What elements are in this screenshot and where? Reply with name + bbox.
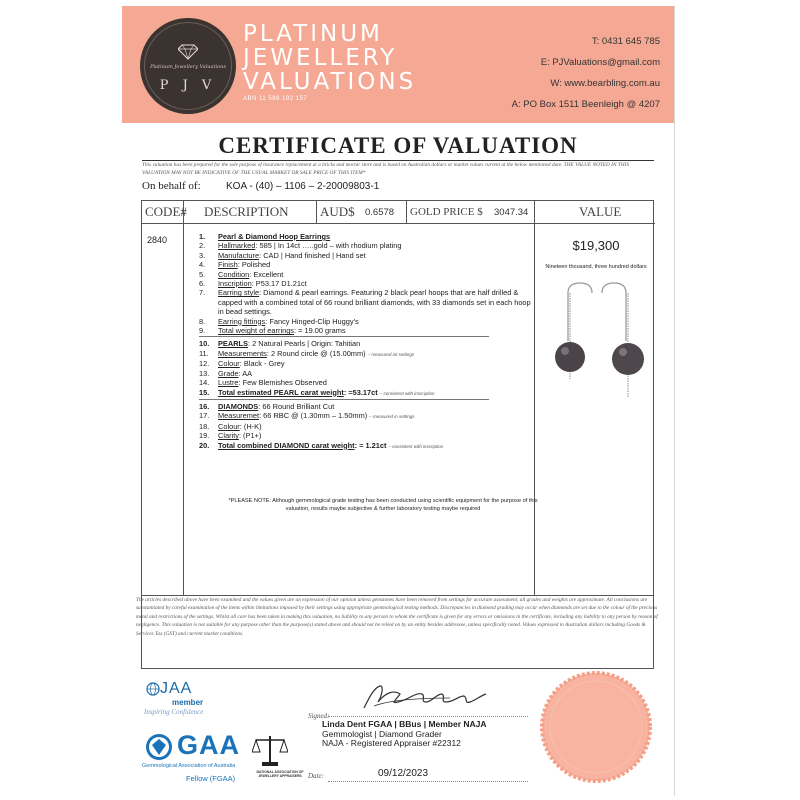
list-item [199, 359, 533, 368]
signature-image [360, 682, 490, 712]
column-divider [183, 201, 184, 595]
item-label: Total weight of earrings [218, 326, 294, 336]
item-number: 7. [199, 288, 206, 298]
item-number: 9. [199, 326, 206, 336]
item-label: Clarity [218, 431, 239, 441]
list-item [199, 369, 533, 378]
signer-naja: NAJA - Registered Appraiser #22312 [322, 738, 461, 748]
item-label: Inscription [218, 279, 252, 289]
item-text: : = 1.21ct [354, 440, 387, 450]
item-number: 13. [199, 368, 210, 378]
list-item [199, 402, 533, 411]
item-number: 3. [199, 250, 206, 260]
item-number: 5. [199, 269, 206, 279]
logo-subtitle: Platinum Jewellery Valuations [150, 64, 226, 70]
header-divider [142, 223, 655, 224]
abn-number: ABN 11 588 192 157 [243, 96, 308, 102]
item-label: Measuremet [218, 411, 260, 421]
item-label: Grade [218, 368, 239, 378]
list-item [199, 279, 533, 288]
column-divider [316, 201, 317, 223]
valuation-certificate [122, 6, 675, 796]
brand-name [243, 22, 416, 94]
item-text: : Excellent [249, 269, 284, 279]
valuation-table [141, 200, 654, 596]
item-note: – consistent with inscription [388, 443, 444, 449]
item-label: Manufacture [218, 250, 260, 260]
column-header-aud: AUD$ [320, 204, 355, 219]
signer-name: Linda Dent FGAA | BBus | Member NAJA [322, 719, 487, 729]
item-note: – measured in settings [369, 414, 415, 420]
item-text: : AA [238, 368, 253, 378]
contact-address: A: PO Box 1511 Beenleigh @ 4207 [511, 99, 660, 110]
jaa-logo-text: JAA [160, 680, 193, 697]
item-code: 2840 [147, 235, 168, 245]
item-number: 14. [199, 378, 210, 388]
letterhead [122, 6, 674, 123]
jaa-member-text: member [172, 698, 204, 707]
diamond-icon [178, 44, 198, 60]
item-number: 17. [199, 411, 210, 421]
column-divider [406, 201, 407, 223]
column-header-gold: GOLD PRICE $ [410, 206, 483, 218]
list-item [199, 411, 533, 421]
signature-line [328, 716, 528, 717]
item-number: 15. [199, 387, 210, 397]
item-label: Total estimated PEARL carat weight [218, 387, 344, 397]
item-label: Lustre [218, 378, 239, 388]
item-text: : Few Blemishes Observed [238, 378, 327, 388]
item-number: 2. [199, 241, 206, 251]
column-header-description: DESCRIPTION [204, 204, 289, 219]
list-item [199, 317, 533, 326]
item-note: – measured int settings [367, 351, 415, 357]
naja-text: NATIONAL ASSOCIATION OF JEWELLERY APPRAISERS [256, 770, 304, 778]
item-text: : 66 RBC @ (1.30mm – 1.50mm) [259, 411, 368, 421]
description-list [199, 232, 533, 451]
item-title: Pearl & Diamond Hoop Earrings [218, 232, 331, 241]
item-label: PEARLS [218, 339, 248, 349]
gaa-fellow-text: Fellow (FGAA) [186, 774, 236, 783]
item-text: : Polished [237, 260, 271, 270]
item-text: : = 19.00 grams [294, 326, 346, 336]
list-item [199, 241, 533, 250]
item-label: Total combined DIAMOND carat weight [218, 440, 355, 450]
aud-rate: 0.6578 [365, 207, 395, 218]
item-text: : (H-K) [239, 421, 262, 431]
list-item [199, 232, 533, 241]
gaa-subtitle: Gemmological Association of Australia [142, 763, 236, 769]
item-text: : 585 | In 14ct …..gold – with rhodium plating [255, 241, 402, 251]
contact-website[interactable]: W: www.bearbling.com.au [550, 78, 660, 89]
item-number: 10. [199, 339, 210, 349]
section-divider [199, 399, 489, 401]
column-header-value: VALUE [579, 204, 622, 219]
naja-scales-icon [252, 734, 288, 768]
item-text: : (P1+) [238, 431, 262, 441]
seal-stamp [540, 671, 652, 783]
item-number: 4. [199, 260, 206, 270]
on-behalf-label: On behalf of: [142, 180, 201, 192]
list-item [199, 260, 533, 269]
item-number: 11. [199, 348, 209, 358]
item-label: Condition [218, 269, 250, 279]
list-item [199, 251, 533, 260]
testing-note: *PLEASE NOTE: Although gemmological grade testing has been conducted using scientific equipment for the purpose of this valuation, results maybe subjective & further laboratory testing maybe required [228, 498, 538, 512]
item-label: Hallmarked [218, 241, 256, 251]
item-text: : Black - Grey [239, 359, 285, 369]
list-item [199, 388, 533, 398]
intro-statement: This valuation has been prepared for the sole purpose of insurance replacement at a bricks and mortar store and is based on Australian dollars or market values current at the below mentioned date. THE VALUE NOTED IN THIS VALUATION MAY NOT BE INDICATIVE OF THE USUAL MARKET OR SALE PRICE OF THIS ITEM* [142, 162, 629, 176]
list-item [199, 349, 533, 359]
item-number: 12. [199, 359, 210, 369]
contact-phone: T: 0431 645 785 [591, 36, 660, 47]
signed-label: Signed: [308, 712, 330, 720]
list-item [199, 339, 533, 348]
date-label: Date: [308, 772, 324, 780]
item-number: 1. [199, 232, 206, 241]
brand-line: VALUATIONS [243, 69, 417, 95]
item-text: : Fancy Hinged-Clip Huggy's [265, 316, 359, 326]
list-item [199, 270, 533, 279]
item-text: : CAD | Hand finished | Hand set [259, 250, 366, 260]
item-text: : =53.17ct [343, 387, 378, 397]
gold-price: 3047.34 [494, 207, 529, 218]
item-text: : 66 Round Brilliant Cut [258, 401, 335, 411]
list-item [199, 422, 533, 431]
date-value: 09/12/2023 [378, 768, 429, 779]
item-number: 18. [199, 421, 210, 431]
signer-details [322, 720, 487, 749]
valuation-amount-words: Nineteen thousand, three hundred dollars [545, 264, 647, 270]
item-label: Colour [218, 359, 240, 369]
signer-title: Gemmologist | Diamond Grader [322, 728, 442, 739]
item-label: Earring style [218, 288, 260, 298]
earrings-photo [546, 279, 650, 399]
list-item [199, 326, 533, 335]
column-header-code: CODE# [145, 204, 187, 219]
contact-email[interactable]: E: PJValuations@gmail.com [540, 57, 660, 68]
list-item [199, 288, 533, 316]
item-number: 16. [199, 401, 210, 411]
item-text: : P53.17 D1.21ct [251, 279, 307, 289]
item-number: 6. [199, 279, 206, 289]
item-label: Colour [218, 421, 240, 431]
logo-initials: P J V [159, 78, 217, 93]
item-label: DIAMONDS [218, 401, 259, 411]
brand-line: PLATINUM [243, 21, 383, 47]
disclaimer-text: The articles described above have been examined and the values given are an expression of our opinion unless gemstones have been removed from settings for accurate assessment, all grades and weights are approximate. All conclusions are substantiated by careful examination of the items within limitations imposed by their settings using appropriate gemmological testing methods. Discrepancies in diamond grading may occur when diamonds are set due to the colour of the precious metal and restrictions of the settings. Whilst all care has been taken in making this valuation, no liability to any person to whom the certificate is given for any errors or omissions in the certificate, including any liability to any person by reason of negligence. This valuation is not suitable for any purpose other than the purpose(s) stated above and should not be relied on by an entity besides addressee, unless specifically noted. Values expressed in Australian dollars including Goods & Services Tax (GST) and current market conditions. [136, 597, 658, 637]
item-label: Earring fittings [218, 316, 266, 326]
item-number: 20. [199, 440, 210, 450]
list-item [199, 378, 533, 387]
gaa-logo-text: GAA [177, 730, 240, 760]
on-behalf-value: KOA - (40) – 1106 – 2-20009803-1 [226, 181, 380, 192]
list-item [199, 431, 533, 440]
gaa-gem-icon [144, 732, 174, 762]
item-note: – consistent with inscription [379, 390, 435, 396]
item-label: Finish [218, 260, 238, 270]
item-number: 19. [199, 431, 210, 441]
page-title: CERTIFICATE OF VALUATION [218, 133, 578, 158]
jaa-tagline: Inspiring Confidence [144, 708, 204, 716]
item-label: Measurements [218, 348, 267, 358]
item-text: : 2 Round circle @ (15.00mm) [266, 348, 366, 358]
valuation-amount: $19,300 [572, 238, 620, 253]
item-text: : 2 Natural Pearls | Origin: Tahitian [247, 339, 361, 349]
list-item [199, 441, 533, 451]
section-divider [199, 336, 489, 338]
date-line [328, 781, 528, 782]
pjv-logo [140, 18, 236, 114]
item-number: 8. [199, 316, 206, 326]
brand-line: JEWELLERY [243, 45, 398, 71]
item-text: : Diamond & pearl earrings. Featuring 2 black pearl hoops that are half drilled & capped with a combined total of 66 round brilliant diamonds, with 33 diamonds set in each hoop in bead settings. [218, 288, 531, 317]
jaa-globe-icon [146, 682, 160, 696]
column-divider [534, 201, 535, 595]
